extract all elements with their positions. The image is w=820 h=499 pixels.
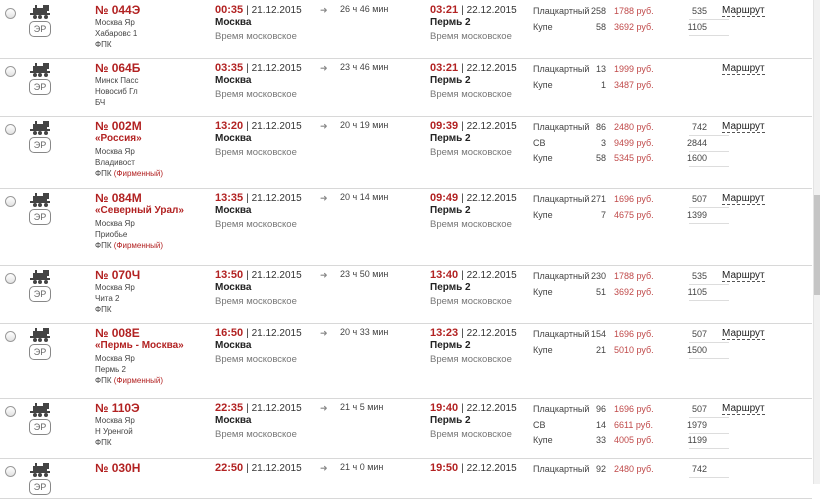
arrival-time (430, 62, 517, 74)
bonus-points: 507 (691, 194, 707, 204)
arrival-station: Пермь 2 (430, 133, 471, 144)
station-from: Москва Яр (95, 219, 135, 228)
seat-price: 1696 руб. (614, 329, 654, 339)
route-link[interactable]: Маршрут (722, 328, 765, 339)
arrow-right-icon: ➜ (320, 270, 328, 280)
seat-count: 92 (595, 464, 606, 474)
car-type[interactable]: Плацкартный (533, 404, 590, 414)
carrier-name: ФПК (95, 305, 112, 314)
bonus-points: 742 (691, 464, 707, 474)
seat-count: 258 (590, 6, 606, 16)
seat-count: 271 (590, 194, 606, 204)
travel-duration: 23 ч 46 мин (340, 62, 389, 72)
departure-time-value: 22:35 (215, 402, 244, 414)
station-to: Чита 2 (95, 294, 120, 303)
bonus-points: 742 (691, 122, 707, 132)
arrival-station: Пермь 2 (430, 205, 471, 216)
car-type[interactable]: СВ (533, 419, 546, 430)
car-type[interactable]: Плацкартный (533, 464, 590, 474)
bonus-underline (689, 358, 729, 359)
bonus-points: 2844 (686, 137, 707, 148)
train-number[interactable]: № 110Э (95, 401, 140, 415)
seat-price: 9499 руб. (614, 137, 654, 148)
seat-count: 1 (600, 79, 606, 90)
car-type[interactable]: Плацкартный (533, 64, 590, 74)
bonus-points: 1199 (687, 435, 707, 445)
select-radio[interactable] (5, 8, 16, 19)
departure-time (215, 462, 302, 474)
train-row[interactable] (0, 0, 812, 59)
electronic-registration-badge: ЭР (29, 137, 51, 153)
bonus-points: 1399 (686, 209, 707, 220)
route-link[interactable]: Маршрут (722, 403, 765, 414)
station-from: Москва Яр (95, 147, 135, 156)
bonus-points: 507 (691, 329, 707, 339)
train-number[interactable]: № 008Е (95, 326, 140, 340)
car-type[interactable]: Купе (533, 209, 553, 220)
locomotive-icon (30, 403, 52, 417)
bonus-underline (689, 300, 729, 301)
station-from: Москва Яр (95, 283, 135, 292)
carrier-name: БЧ (95, 98, 106, 107)
train-number[interactable]: № 044Э (95, 3, 141, 17)
departure-station: Москва (215, 17, 252, 28)
seat-count: 58 (595, 21, 606, 32)
departure-date: | 21.12.2015 (246, 463, 302, 474)
arrow-right-icon: ➜ (320, 463, 328, 473)
arrival-timezone: Время московское (430, 31, 512, 42)
arrival-time (430, 4, 517, 16)
branded-label: (Фирменный) (113, 241, 164, 250)
arrow-right-icon: ➜ (320, 328, 328, 338)
electronic-registration-badge: ЭР (29, 209, 51, 225)
arrival-date: | 22.12.2015 (461, 63, 517, 74)
bonus-points: 535 (691, 271, 707, 281)
route-link[interactable]: Маршрут (722, 5, 765, 16)
select-radio[interactable] (5, 331, 16, 342)
departure-timezone: Время московское (215, 219, 297, 230)
seat-count: 96 (595, 404, 606, 414)
arrival-station: Пермь 2 (430, 415, 471, 426)
locomotive-icon (30, 121, 52, 135)
train-row[interactable] (0, 458, 812, 499)
arrow-right-icon: ➜ (320, 63, 328, 73)
train-row[interactable] (0, 398, 812, 459)
train-row[interactable] (0, 265, 812, 324)
arrival-time-value: 09:49 (430, 192, 459, 204)
train-number[interactable]: № 030Н (95, 461, 141, 475)
departure-time-value: 13:35 (215, 192, 244, 204)
car-type[interactable]: Плацкартный (533, 329, 590, 339)
carrier-name: ФПК (95, 241, 112, 250)
departure-timezone: Время московское (215, 147, 297, 158)
arrival-date: | 22.12.2015 (461, 270, 517, 281)
bonus-underline (689, 284, 729, 285)
arrival-date: | 22.12.2015 (461, 193, 517, 204)
bonus-points: 507 (691, 404, 707, 414)
departure-time-value: 13:20 (215, 120, 244, 132)
electronic-registration-badge: ЭР (29, 479, 51, 495)
arrival-timezone: Время московское (430, 219, 512, 230)
carrier (95, 437, 112, 448)
departure-timezone: Время московское (215, 429, 297, 440)
arrival-station: Пермь 2 (430, 17, 471, 28)
departure-date: | 21.12.2015 (246, 403, 302, 414)
bonus-underline (689, 35, 729, 36)
route-link[interactable]: Маршрут (722, 270, 765, 281)
arrival-timezone: Время московское (430, 89, 512, 100)
station-to: Пермь 2 (95, 365, 126, 374)
seat-price: 3692 руб. (614, 286, 654, 297)
departure-time-value: 03:35 (215, 62, 244, 74)
car-type[interactable]: Плацкартный (533, 6, 590, 16)
car-type[interactable]: Плацкартный (533, 271, 590, 281)
select-radio[interactable] (5, 466, 16, 477)
arrival-date: | 22.12.2015 (461, 5, 517, 16)
departure-date: | 21.12.2015 (246, 121, 302, 132)
bonus-underline (689, 433, 729, 434)
electronic-registration-badge: ЭР (29, 21, 51, 37)
departure-timezone: Время московское (215, 89, 297, 100)
arrival-date: | 22.12.2015 (461, 121, 517, 132)
seat-price: 4675 руб. (614, 209, 654, 220)
station-to: Приобье (95, 230, 128, 239)
departure-time (215, 269, 302, 281)
station-to: Хабаровс 1 (95, 29, 138, 38)
arrival-timezone: Время московское (430, 429, 512, 440)
seat-price: 2480 руб. (614, 464, 654, 474)
arrival-time (430, 327, 517, 339)
arrival-timezone: Время московское (430, 296, 512, 307)
route-link[interactable]: Маршрут (722, 121, 765, 132)
seat-price: 5345 руб. (614, 153, 654, 163)
station-to: Владивост (95, 158, 135, 167)
seat-price: 1788 руб. (614, 6, 654, 16)
departure-time (215, 4, 302, 16)
departure-time (215, 120, 302, 132)
seat-count: 14 (595, 419, 606, 430)
bonus-points: 1600 (686, 153, 707, 163)
seat-price: 4005 руб. (614, 435, 654, 445)
carrier (95, 375, 163, 386)
departure-date: | 21.12.2015 (246, 270, 302, 281)
bonus-points: 1500 (686, 344, 707, 355)
train-name: «Пермь - Москва» (95, 340, 184, 351)
station-from: Москва Яр (95, 18, 135, 27)
departure-date: | 21.12.2015 (246, 328, 302, 339)
seat-price: 1696 руб. (614, 194, 654, 204)
carrier (95, 39, 112, 50)
locomotive-icon (30, 270, 52, 284)
arrival-date: | 22.12.2015 (461, 403, 517, 414)
carrier-name: ФПК (95, 438, 112, 447)
bonus-underline (689, 448, 729, 449)
select-radio[interactable] (5, 196, 16, 207)
bonus-points: 1105 (687, 21, 707, 32)
locomotive-icon (30, 5, 52, 19)
travel-duration: 20 ч 19 мин (340, 120, 389, 130)
seat-count: 154 (590, 329, 606, 339)
seat-count: 230 (590, 271, 606, 281)
carrier (95, 304, 112, 315)
departure-station: Москва (215, 340, 252, 351)
seat-price: 1999 руб. (614, 64, 654, 74)
station-from: Москва Яр (95, 354, 135, 363)
arrival-date: | 22.12.2015 (461, 328, 517, 339)
seat-count: 51 (595, 286, 606, 297)
seat-count: 7 (600, 209, 606, 220)
car-type[interactable]: Плацкартный (533, 194, 590, 204)
electronic-registration-badge: ЭР (29, 79, 51, 95)
arrival-time (430, 192, 517, 204)
arrival-time-value: 13:40 (430, 269, 459, 281)
arrow-right-icon: ➜ (320, 5, 328, 15)
train-row[interactable] (0, 188, 812, 266)
electronic-registration-badge: ЭР (29, 419, 51, 435)
bonus-points: 1979 (686, 419, 707, 430)
station-to: Новосиб Гл (95, 87, 138, 96)
departure-timezone: Время московское (215, 354, 297, 365)
arrival-time (430, 269, 517, 281)
seat-count: 3 (600, 137, 606, 148)
route-link[interactable]: Маршрут (722, 63, 765, 74)
departure-time (215, 327, 302, 339)
branded-label: (Фирменный) (113, 376, 164, 385)
seat-price: 5010 руб. (614, 344, 654, 355)
carrier-name: ФПК (95, 169, 112, 178)
departure-station: Москва (215, 75, 252, 86)
electronic-registration-badge: ЭР (29, 344, 51, 360)
bonus-underline (689, 223, 729, 224)
departure-timezone: Время московское (215, 296, 297, 307)
bonus-underline (689, 477, 729, 478)
departure-time-value: 22:50 (215, 462, 244, 474)
train-number[interactable]: № 064Б (95, 61, 141, 75)
carrier (95, 240, 163, 251)
bonus-underline (689, 135, 729, 136)
departure-time-value: 00:35 (215, 4, 244, 16)
train-number[interactable]: № 002М (95, 119, 142, 133)
station-to: Н Уренгой (95, 427, 133, 436)
train-row[interactable] (0, 58, 812, 117)
departure-time (215, 402, 302, 414)
departure-station: Москва (215, 205, 252, 216)
arrival-time-value: 03:21 (430, 62, 459, 74)
station-from: Москва Яр (95, 416, 135, 425)
train-name: «Северный Урал» (95, 205, 184, 216)
carrier (95, 97, 105, 108)
locomotive-icon (30, 463, 52, 477)
seat-price: 3692 руб. (614, 21, 654, 32)
seat-count: 86 (595, 122, 606, 132)
seat-count: 21 (595, 344, 606, 355)
arrival-time-value: 13:23 (430, 327, 459, 339)
bonus-underline (689, 417, 729, 418)
departure-time (215, 62, 302, 74)
travel-duration: 21 ч 5 мин (340, 402, 384, 412)
car-type[interactable]: Купе (533, 286, 553, 297)
travel-duration: 21 ч 0 мин (340, 462, 384, 472)
seat-count: 13 (595, 64, 606, 74)
locomotive-icon (30, 63, 52, 77)
departure-time (215, 192, 302, 204)
seat-price: 3487 руб. (614, 79, 654, 90)
car-type[interactable]: Купе (533, 153, 553, 163)
departure-station: Москва (215, 415, 252, 426)
arrow-right-icon: ➜ (320, 193, 328, 203)
bonus-underline (689, 342, 729, 343)
car-type[interactable]: Купе (533, 79, 553, 90)
departure-date: | 21.12.2015 (246, 193, 302, 204)
seat-price: 1788 руб. (614, 271, 654, 281)
seat-count: 58 (595, 153, 606, 163)
carrier (95, 168, 163, 179)
arrival-station: Пермь 2 (430, 282, 471, 293)
car-type[interactable]: Купе (533, 21, 553, 32)
train-name: «Россия» (95, 133, 142, 144)
arrival-time-value: 19:50 (430, 462, 459, 474)
arrival-time (430, 120, 517, 132)
arrival-time (430, 402, 517, 414)
carrier-name: ФПК (95, 40, 112, 49)
arrival-time (430, 462, 517, 474)
car-type[interactable]: Купе (533, 435, 553, 445)
arrival-station: Пермь 2 (430, 340, 471, 351)
travel-duration: 20 ч 14 мин (340, 192, 389, 202)
select-radio[interactable] (5, 273, 16, 284)
arrival-time-value: 09:39 (430, 120, 459, 132)
arrow-right-icon: ➜ (320, 121, 328, 131)
seat-price: 1696 руб. (614, 404, 654, 414)
select-radio[interactable] (5, 66, 16, 77)
bonus-underline (689, 19, 729, 20)
departure-time-value: 13:50 (215, 269, 244, 281)
departure-station: Москва (215, 282, 252, 293)
arrival-timezone: Время московское (430, 354, 512, 365)
bonus-underline (689, 207, 729, 208)
arrow-right-icon: ➜ (320, 403, 328, 413)
train-number[interactable]: № 070Ч (95, 268, 141, 282)
train-row[interactable] (0, 116, 812, 189)
bonus-underline (689, 151, 729, 152)
locomotive-icon (30, 193, 52, 207)
seat-price: 6611 руб. (614, 419, 654, 430)
bonus-points: 1105 (687, 286, 707, 297)
arrival-timezone: Время московское (430, 147, 512, 158)
train-number[interactable]: № 084М (95, 191, 142, 205)
arrival-time-value: 19:40 (430, 402, 459, 414)
car-type[interactable]: Купе (533, 344, 553, 355)
branded-label: (Фирменный) (113, 169, 164, 178)
arrival-time-value: 03:21 (430, 4, 459, 16)
train-row[interactable] (0, 323, 812, 399)
locomotive-icon (30, 328, 52, 342)
bonus-underline (689, 166, 729, 167)
scrollbar-thumb[interactable] (814, 195, 820, 295)
seat-count: 33 (595, 435, 606, 445)
select-radio[interactable] (5, 124, 16, 135)
car-type[interactable]: Плацкартный (533, 122, 590, 132)
seat-price: 2480 руб. (614, 122, 654, 132)
arrival-station: Пермь 2 (430, 75, 471, 86)
car-type[interactable]: СВ (533, 137, 546, 148)
station-from: Минск Пасс (95, 76, 139, 85)
arrival-date: | 22.12.2015 (461, 463, 517, 474)
departure-date: | 21.12.2015 (246, 63, 302, 74)
select-radio[interactable] (5, 406, 16, 417)
travel-duration: 20 ч 33 мин (340, 327, 389, 337)
travel-duration: 26 ч 46 мин (340, 4, 389, 14)
departure-date: | 21.12.2015 (246, 5, 302, 16)
departure-station: Москва (215, 133, 252, 144)
departure-timezone: Время московское (215, 31, 297, 42)
travel-duration: 23 ч 50 мин (340, 269, 389, 279)
departure-time-value: 16:50 (215, 327, 244, 339)
route-link[interactable]: Маршрут (722, 193, 765, 204)
electronic-registration-badge: ЭР (29, 286, 51, 302)
bonus-points: 535 (691, 6, 707, 16)
carrier-name: ФПК (95, 376, 112, 385)
